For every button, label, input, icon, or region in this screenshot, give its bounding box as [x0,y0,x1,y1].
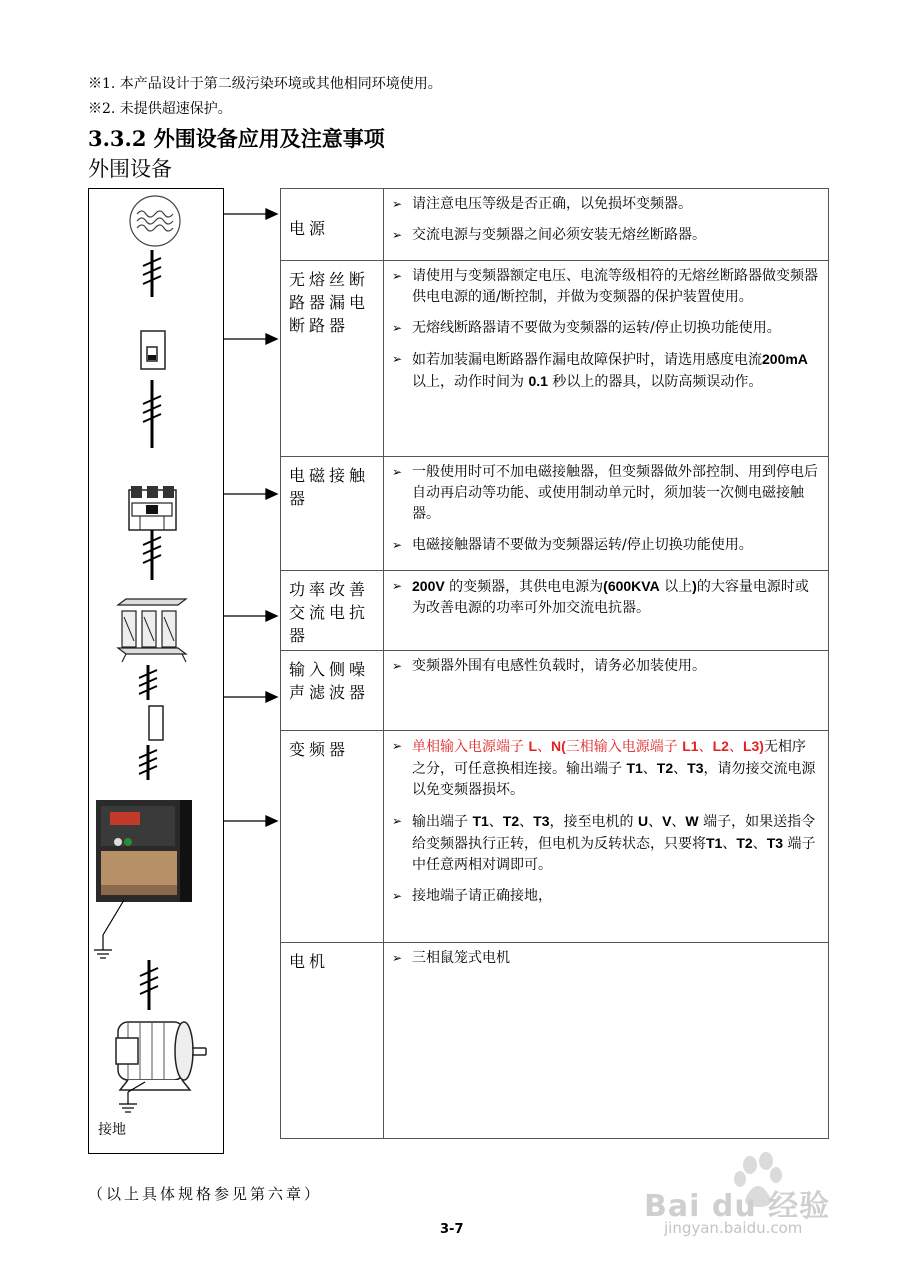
text-run: 0.1 [528,373,548,389]
text-run: T1 [706,835,723,851]
list-item [412,194,818,215]
text-run: ，请勿接交流电源以免变频器损坏。 [412,761,816,798]
text-run: 、 [488,814,503,830]
text-run: 一般使用时可不加电磁接触器，但变频器做外部控制、用到停电后自动再启动等功能、或使用制动单元时，须加装一次侧电磁接触器。 [412,464,818,522]
device-name: 输入侧噪声滤波器 [281,651,384,731]
ground-symbol-icon [94,900,124,958]
text-run: 无相序之分，可任意换相连接。输出端子 [412,739,806,777]
arrow-icon [224,489,277,499]
text-run: 以上 [659,579,693,595]
text-run: T1 [626,760,643,776]
list-item [412,656,818,677]
text-run: 、 [722,836,737,852]
list-item [412,225,818,246]
text-run: 电磁接触器请不要做为变频器运转/停止切换功能使用。 [412,537,753,553]
list-item [412,349,818,393]
list-item [412,886,818,907]
device-notes [384,943,829,1139]
device-notes [384,261,829,457]
arrow-icon [224,611,277,621]
device-notes [384,571,829,651]
text-run: ) [692,578,697,594]
arrow-icon [224,816,277,826]
arrow-icon [224,334,277,344]
table-row [281,651,829,731]
three-phase-wire-icon [143,380,161,448]
noise-filter-icon [149,706,163,740]
arrow-icon [224,209,277,219]
text-run: 单相输入电源端子 [412,739,529,755]
text-run: T1 [472,813,489,829]
text-run: N( [551,738,566,754]
section-title: 3.3.2 外围设备应用及注意事项 [88,126,385,151]
peripheral-table [280,188,829,1139]
text-run: T2 [736,835,753,851]
device-name: 变频器 [281,731,384,943]
text-run: L [528,738,538,754]
text-run: 请使用与变频器额定电压、电流等级相符的无熔丝断路器做变频器供电电源的通/断控制，并做为变频器的保护装置使用。 [412,268,818,305]
inverter-drive-icon [96,800,192,902]
text-run: 、 [648,814,663,830]
text-run: 200mA [762,351,808,367]
list-item [412,318,818,339]
text-run: 三相鼠笼式电机 [412,950,510,966]
table-row [281,571,829,651]
text-run: (600KVA [603,578,660,594]
text-run: 接地端子请正确接地， [412,888,552,904]
watermark-url: jingyan.baidu.com [664,1219,803,1237]
three-phase-wire-icon [139,665,157,700]
text-run: L1 [682,738,699,754]
table-row [281,189,829,261]
text-run: 、 [519,814,534,830]
text-run: 、 [752,836,767,852]
text-run: U [637,813,649,829]
text-run: 端子，如果送指令给变频器执行正转，但电机为反转状态，只要将 [412,814,816,852]
device-name: 电机 [281,943,384,1139]
list-item [412,535,818,556]
device-notes [384,651,829,731]
text-run: T3 [687,760,704,776]
subsection-title: 外围设备 [88,157,172,181]
device-notes [384,731,829,943]
table-row [281,943,829,1139]
arrow-icon [224,692,277,702]
circuit-breaker-icon [141,331,165,369]
three-phase-wire-icon [139,745,157,780]
text-run: T2 [656,760,674,776]
motor-icon [116,1022,206,1090]
text-run: 的变频器，其供电电源为 [444,579,604,595]
list-item [412,811,818,876]
text-run: 200V [412,578,445,594]
notes-list [384,189,828,260]
ac-reactor-icon [118,599,186,662]
three-phase-wire-icon [140,960,158,1010]
text-run: 变频器外围有电感性负载时，请务必加装使用。 [412,658,706,674]
footnote: （以上具体规格参见第六章） [88,1185,323,1203]
text-run: 、 [642,761,657,777]
text-run: 交流电源与变频器之间必须安装无熔丝断路器。 [412,227,706,243]
device-name: 功率改善交流电抗器 [281,571,384,651]
text-run: 端子中任意两相对调即可。 [412,836,816,873]
three-phase-wire-icon [143,530,161,580]
text-run: 、 [673,761,688,777]
table-row [281,731,829,943]
list-item [412,576,818,619]
text-run: 请注意电压等级是否正确，以免损坏变频器。 [412,196,692,212]
text-run: 、 [671,814,686,830]
text-run: 三相输入电源端子 [565,739,683,755]
text-run: V [662,813,672,829]
notes-list [384,731,828,921]
three-phase-wire-icon [143,250,161,297]
text-run: 如若加装漏电断路器作漏电故障保护时，请选用感度电流 [412,352,762,368]
notes-list [384,651,828,691]
text-run: 的大容量电源时或为改善电源的功率可外加交流电抗器。 [412,579,809,616]
text-run: 无熔线断路器请不要做为变频器的运转/停止切换功能使用。 [412,320,781,336]
device-notes [384,189,829,261]
text-run: 、 [728,739,743,755]
table-row [281,261,829,457]
list-item [412,462,818,525]
note-1: ※1. 本产品设计于第二级污染环境或其他相同环境使用。 [88,76,442,92]
list-item [412,266,818,308]
list-item [412,948,818,969]
device-notes [384,457,829,571]
list-item [412,736,818,801]
text-run: T3 [766,835,784,851]
text-run: T3 [533,813,550,829]
text-run: 秒以上的器具，以防高频误动作。 [547,374,763,390]
notes-list [384,457,828,570]
table-row [281,457,829,571]
text-run: 以上，动作时间为 [412,374,529,390]
baidu-jingyan-watermark [642,1143,852,1243]
text-run: ，接至电机的 [549,814,638,830]
text-run: W [685,813,699,829]
text-run: 、 [537,739,552,755]
page-number: 3-7 [440,1222,464,1237]
ground-label: 接地 [98,1122,126,1138]
notes-list [384,943,828,983]
notes-list [384,261,828,407]
text-run: T2 [502,813,520,829]
text-run: 输出端子 [412,814,473,830]
text-run: L3) [742,738,764,754]
watermark-brand: Bai du 经验 [644,1189,831,1224]
notes-list [384,571,828,633]
ac-power-source-icon [130,196,180,246]
note-2: ※2. 未提供超速保护。 [88,101,232,117]
device-name: 无熔丝断路器漏电断路器 [281,261,384,457]
magnetic-contactor-icon [129,486,176,530]
text-run: 、 [698,739,713,755]
device-name: 电源 [281,189,384,261]
device-name: 电磁接触器 [281,457,384,571]
text-run: L2 [712,738,729,754]
